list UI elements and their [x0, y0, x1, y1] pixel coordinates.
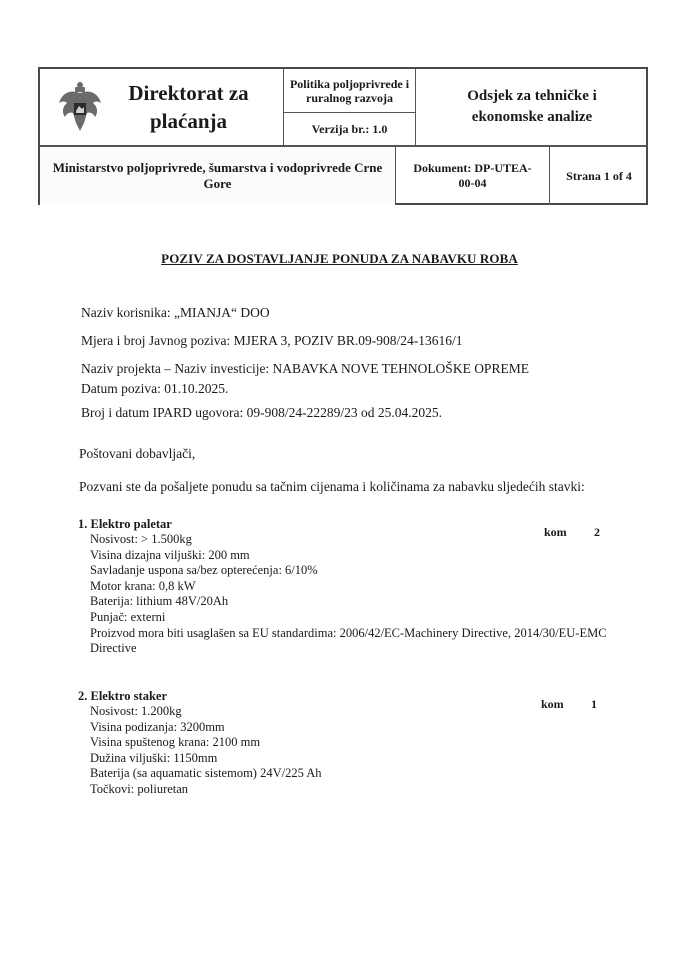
item-unit: kom [544, 525, 567, 539]
page-number-cell: Strana 1 of 4 [566, 168, 632, 183]
item-unit: kom [541, 697, 564, 711]
info-ipard-contract: Broj i datum IPARD ugovora: 09-908/24-22289/23 od 25.04.2025. [81, 405, 442, 420]
item-spec: Baterija (sa aquamatic sistemom) 24V/225 Ah [90, 766, 322, 781]
department-line2: ekonomske analize [471, 109, 593, 125]
info-call-date: Datum poziva: 01.10.2025. [81, 381, 229, 396]
item-spec: Dužina viljuški: 1150mm [90, 750, 218, 765]
info-project-name: Naziv projekta – Naziv investicije: NABAVKA NOVE TEHNOLOŠKE OPREME [81, 361, 529, 376]
version-cell: Verzija br.: 1.0 [284, 113, 416, 147]
item-title: 2. Elektro staker [78, 689, 167, 703]
item-spec: Visina dizajna viljuški: 200 mm [90, 547, 250, 562]
item-spec: Baterija: lithium 48V/20Ah [90, 594, 229, 609]
item-spec: Visina podizanja: 3200mm [90, 719, 225, 734]
greeting: Poštovani dobavljači, [79, 446, 196, 461]
item-spec: Proizvod mora biti usaglašen sa EU standardima: 2006/42/EC-Machinery Directive, 2014/30/EU-EMC [90, 625, 607, 640]
directorate-cell [40, 69, 284, 147]
document-id-line1: Dokument: DP-UTEA- [413, 161, 532, 175]
directorate-title-line1: Direktorat za [128, 81, 249, 105]
directorate-title [104, 79, 283, 135]
info-client-name: Naziv korisnika: „MIANJA“ DOO [81, 305, 270, 320]
ministry-cell: Ministarstvo poljoprivrede, šumarstva i vodoprivrede Crne Gore [40, 147, 396, 205]
department-cell [416, 69, 648, 147]
directorate-title-line2: plaćanja [149, 109, 227, 133]
item-spec: Nosivost: 1.200kg [90, 704, 182, 718]
document-id-cell [396, 147, 550, 205]
item-spec: Nosivost: > 1.500kg [90, 532, 192, 546]
intro-text: Pozvani ste da pošaljete ponudu sa tačnim cijenama i količinama za nabavku sljedećih stavki: [79, 479, 585, 494]
item-quantity: 2 [594, 525, 600, 539]
document-id-line2: 00-04 [458, 176, 487, 190]
coat-of-arms-icon [56, 79, 104, 135]
page-title: POZIV ZA DOSTAVLJANJE PONUDA ZA NABAVKU ROBA [161, 251, 518, 266]
item-spec: Visina spuštenog krana: 2100 mm [90, 735, 261, 750]
policy-cell: Politika poljoprivrede i ruralnog razvoja [284, 69, 416, 113]
document-header-table [38, 67, 648, 205]
item-spec: Motor krana: 0,8 kW [90, 578, 196, 593]
item-spec: Directive [90, 641, 137, 656]
info-call-number: Mjera i broj Javnog poziva: MJERA 3, POZIV BR.09-908/24-13616/1 [81, 333, 463, 348]
item-spec: Punjač: externi [90, 609, 166, 624]
item-spec: Savladanje uspona sa/bez opterećenja: 6/10% [90, 563, 318, 578]
item-spec: Točkovi: poliuretan [90, 781, 189, 796]
item-title: 1. Elektro paletar [78, 517, 172, 531]
item-quantity: 1 [591, 697, 597, 711]
department-line1: Odsjek za tehničke i [467, 88, 597, 104]
